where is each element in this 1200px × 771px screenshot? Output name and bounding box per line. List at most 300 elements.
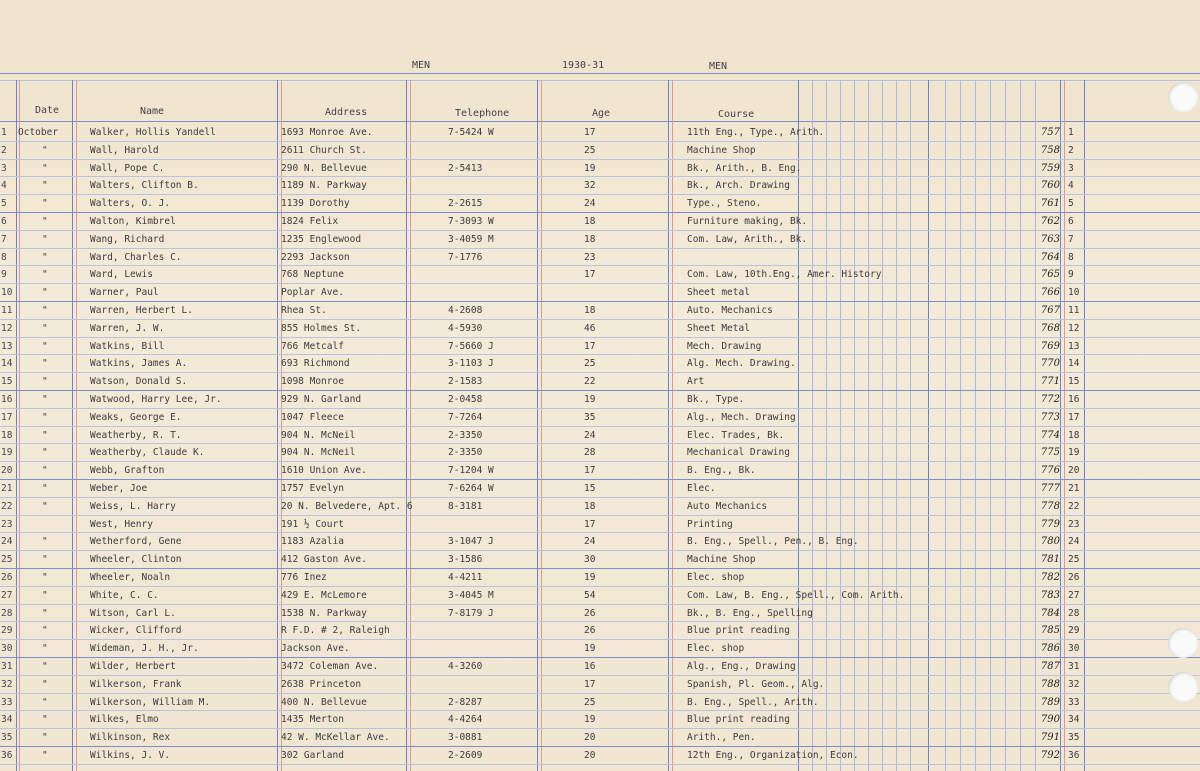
row-date: "	[42, 714, 48, 726]
row-course: Alg., Eng., Drawing	[687, 661, 796, 672]
row-name: Wilkes, Elmo	[90, 714, 159, 726]
col-course-header: Course	[718, 109, 755, 120]
row-age: 24	[584, 536, 596, 548]
ledger-row	[0, 212, 1200, 230]
row-telephone: 7-1776	[448, 251, 483, 263]
row-course: Bk., Type.	[687, 394, 745, 405]
row-age: 17	[584, 678, 596, 690]
row-entry-number: 774	[1040, 429, 1060, 441]
row-address: 2293 Jackson	[281, 251, 350, 263]
row-course: Com. Law, B. Eng., Spell., Com. Arith.	[687, 589, 905, 601]
row-address: 1824 Felix	[281, 216, 339, 227]
row-entry-number: 790	[1040, 714, 1060, 726]
row-right-number: 7	[1068, 233, 1074, 245]
row-telephone: 2-8287	[448, 696, 483, 708]
row-age: 20	[584, 732, 596, 744]
row-address: 290 N. Bellevue	[281, 162, 367, 174]
row-name: Weatherby, R. T.	[90, 429, 182, 441]
row-age: 22	[584, 376, 596, 388]
row-name: West, Henry	[90, 518, 153, 530]
row-right-number: 21	[1068, 483, 1080, 494]
row-name: Wall, Harold	[90, 144, 159, 156]
row-name: Weaks, George E.	[90, 411, 182, 423]
row-entry-number: 780	[1040, 536, 1060, 548]
row-name: White, C. C.	[90, 589, 159, 601]
row-name: Weber, Joe	[90, 483, 148, 494]
row-telephone: 3-1586	[448, 554, 483, 566]
row-course: 12th Eng., Organization, Econ.	[687, 750, 859, 761]
row-address: 693 Richmond	[281, 358, 350, 370]
row-name: Webb, Grafton	[90, 465, 165, 477]
row-date: "	[42, 554, 48, 566]
row-number: 29	[1, 625, 13, 637]
row-date: "	[42, 429, 48, 441]
row-right-number: 16	[1068, 394, 1080, 405]
row-date: "	[42, 661, 48, 672]
row-entry-number: 771	[1040, 376, 1060, 388]
row-entry-number: 769	[1040, 340, 1060, 352]
row-telephone: 2-2615	[448, 198, 483, 210]
row-course: Arith., Pen.	[687, 732, 756, 744]
row-age: 15	[584, 483, 596, 494]
row-date: October	[18, 127, 59, 138]
row-course: Art	[687, 376, 705, 388]
row-right-number: 26	[1068, 572, 1080, 583]
row-telephone: 7-5424 W	[448, 127, 494, 138]
ledger-row	[0, 728, 1200, 746]
row-course: Sheet Metal	[687, 322, 750, 334]
row-age: 19	[584, 162, 596, 174]
row-course: B. Eng., Spell., Arith.	[687, 696, 819, 708]
row-right-number: 24	[1068, 536, 1080, 548]
row-age: 18	[584, 233, 596, 245]
col-address-header: Address	[325, 107, 368, 118]
row-telephone: 8-3181	[448, 500, 483, 512]
row-entry-number: 777	[1040, 483, 1060, 494]
row-course: B. Eng., Bk.	[687, 465, 756, 477]
row-right-number: 33	[1068, 696, 1080, 708]
col-name-header: Name	[140, 106, 165, 117]
ledger-row	[0, 248, 1200, 266]
row-number: 13	[1, 340, 13, 352]
row-course: Mechanical Drawing	[687, 447, 790, 459]
row-entry-number: 787	[1040, 661, 1060, 672]
row-name: Warren, Herbert L.	[90, 305, 193, 316]
row-number: 25	[1, 554, 13, 566]
row-number: 27	[1, 589, 13, 601]
row-address: 1098 Monroe	[281, 376, 344, 388]
row-address: 1183 Azalia	[281, 536, 344, 548]
row-course: Spanish, Pl. Geom., Alg.	[687, 678, 825, 690]
row-course: Mech. Drawing	[687, 340, 762, 352]
row-address: 1435 Merton	[281, 714, 344, 726]
row-date: "	[42, 607, 48, 619]
row-date: "	[42, 483, 48, 494]
row-age: 17	[584, 340, 596, 352]
ledger-row	[0, 337, 1200, 355]
row-name: Wilkinson, Rex	[90, 732, 171, 744]
ledger-row	[0, 532, 1200, 550]
ledger-row	[0, 675, 1200, 693]
ledger-row	[0, 515, 1200, 533]
row-date: "	[42, 678, 48, 690]
row-right-number: 3	[1068, 162, 1074, 174]
row-name: Wilkerson, William M.	[90, 696, 211, 708]
row-date: "	[42, 732, 48, 744]
row-address: 1139 Dorothy	[281, 198, 350, 210]
row-date: "	[42, 340, 48, 352]
row-name: Watson, Donald S.	[90, 376, 188, 388]
row-entry-number: 758	[1040, 144, 1060, 156]
row-number: 7	[1, 233, 7, 245]
row-right-number: 12	[1068, 322, 1080, 334]
row-right-number: 4	[1068, 180, 1074, 192]
row-name: Walters, Clifton B.	[90, 180, 199, 192]
row-age: 18	[584, 216, 596, 227]
row-name: Wilder, Herbert	[90, 661, 176, 672]
row-right-number: 19	[1068, 447, 1080, 459]
row-name: Wheeler, Noaln	[90, 572, 171, 583]
row-name: Ward, Lewis	[90, 269, 153, 281]
row-address: 1693 Monroe Ave.	[281, 127, 373, 138]
row-name: Wall, Pope C.	[90, 162, 165, 174]
binder-hole	[1168, 628, 1198, 658]
row-right-number: 11	[1068, 305, 1080, 316]
row-number: 32	[1, 678, 13, 690]
col-date-header: Date	[35, 105, 60, 116]
row-name: Wilkins, J. V.	[90, 750, 171, 761]
row-date: "	[42, 287, 48, 299]
row-address: 855 Holmes St.	[281, 322, 362, 334]
row-address: 1610 Union Ave.	[281, 465, 367, 477]
row-age: 24	[584, 429, 596, 441]
row-date: "	[42, 180, 48, 192]
row-entry-number: 763	[1040, 233, 1060, 245]
row-right-number: 14	[1068, 358, 1080, 370]
row-right-number: 35	[1068, 732, 1080, 744]
row-course: Bk., Arith., B. Eng.	[687, 162, 802, 174]
row-right-number: 18	[1068, 429, 1080, 441]
row-age: 16	[584, 661, 596, 672]
top-rule	[0, 73, 1200, 74]
row-course: Elec. shop	[687, 572, 745, 583]
row-course: Com. Law, 10th.Eng., Amer. History	[687, 269, 882, 281]
row-right-number: 15	[1068, 376, 1080, 388]
row-right-number: 23	[1068, 518, 1080, 530]
row-age: 20	[584, 750, 596, 761]
row-number: 35	[1, 732, 13, 744]
ledger-row	[0, 479, 1200, 497]
row-number: 36	[1, 750, 13, 761]
row-number: 34	[1, 714, 13, 726]
row-name: Wilkerson, Frank	[90, 678, 182, 690]
row-number: 33	[1, 696, 13, 708]
ledger-row	[0, 159, 1200, 177]
row-age: 25	[584, 358, 596, 370]
row-entry-number: 786	[1040, 643, 1060, 655]
row-right-number: 28	[1068, 607, 1080, 619]
row-address: 1757 Evelyn	[281, 483, 344, 494]
row-course: Auto Mechanics	[687, 500, 768, 512]
row-name: Walton, Kimbrel	[90, 216, 176, 227]
row-telephone: 2-0458	[448, 394, 483, 405]
row-right-number: 1	[1068, 127, 1074, 138]
row-number: 30	[1, 643, 13, 655]
ledger-row	[0, 710, 1200, 728]
ledger-row	[0, 301, 1200, 319]
row-number: 15	[1, 376, 13, 388]
row-number: 9	[1, 269, 7, 281]
row-right-number: 30	[1068, 643, 1080, 655]
row-course: Elec. Trades, Bk.	[687, 429, 785, 441]
row-address: Rhea St.	[281, 305, 327, 316]
row-telephone: 7-5660 J	[448, 340, 494, 352]
row-course: Sheet metal	[687, 287, 750, 299]
row-telephone: 3-1103 J	[448, 358, 494, 370]
row-address: 191 ½ Court	[281, 518, 344, 530]
row-date: "	[42, 536, 48, 548]
row-right-number: 29	[1068, 625, 1080, 637]
row-course: Alg., Mech. Drawing	[687, 411, 796, 423]
row-name: Wetherford, Gene	[90, 536, 182, 548]
row-telephone: 7-1204 W	[448, 465, 494, 477]
ledger-row	[0, 550, 1200, 568]
col-telephone-header: Telephone	[455, 108, 510, 119]
row-number: 19	[1, 447, 13, 459]
ledger-row	[0, 194, 1200, 212]
row-entry-number: 766	[1040, 287, 1060, 299]
row-address: 2638 Princeton	[281, 678, 362, 690]
row-name: Watkins, James A.	[90, 358, 188, 370]
row-age: 19	[584, 714, 596, 726]
row-entry-number: 779	[1040, 518, 1060, 530]
row-address: 766 Metcalf	[281, 340, 344, 352]
row-course: Machine Shop	[687, 554, 756, 566]
row-right-number: 17	[1068, 411, 1080, 423]
ledger-row	[0, 461, 1200, 479]
row-course: Furniture making, Bk.	[687, 216, 808, 227]
row-age: 25	[584, 696, 596, 708]
row-right-number: 10	[1068, 287, 1080, 299]
ledger-row	[0, 265, 1200, 283]
row-course: Auto. Mechanics	[687, 305, 773, 316]
col-age-header: Age	[592, 108, 611, 119]
row-right-number: 34	[1068, 714, 1080, 726]
ledger-row	[0, 354, 1200, 372]
row-age: 17	[584, 127, 596, 138]
row-name: Walker, Hollis Yandell	[90, 127, 216, 138]
row-date: "	[42, 305, 48, 316]
row-age: 28	[584, 447, 596, 459]
row-telephone: 2-5413	[448, 162, 483, 174]
row-telephone: 4-2608	[448, 305, 483, 316]
row-address: 42 W. McKellar Ave.	[281, 732, 390, 744]
row-number: 21	[1, 483, 13, 494]
row-right-number: 13	[1068, 340, 1080, 352]
row-date: "	[42, 411, 48, 423]
row-entry-number: 765	[1040, 269, 1060, 281]
row-address: 400 N. Bellevue	[281, 696, 367, 708]
row-address: Jackson Ave.	[281, 643, 350, 655]
row-age: 18	[584, 305, 596, 316]
row-name: Wicker, Clifford	[90, 625, 182, 637]
row-date: "	[42, 589, 48, 601]
row-age: 19	[584, 572, 596, 583]
header-center: 1930-31	[562, 60, 605, 71]
row-right-number: 2	[1068, 144, 1074, 156]
ledger-row	[0, 443, 1200, 461]
row-telephone: 4-4264	[448, 714, 483, 726]
ledger-row	[0, 568, 1200, 586]
row-number: 3	[1, 162, 7, 174]
row-number: 5	[1, 198, 7, 210]
row-number: 20	[1, 465, 13, 477]
row-entry-number: 772	[1040, 394, 1060, 405]
row-number: 23	[1, 518, 13, 530]
row-name: Wideman, J. H., Jr.	[90, 643, 199, 655]
ledger-row	[0, 426, 1200, 444]
row-number: 28	[1, 607, 13, 619]
row-age: 26	[584, 607, 596, 619]
row-number: 17	[1, 411, 13, 423]
row-address: 1538 N. Parkway	[281, 607, 367, 619]
ledger-row	[0, 319, 1200, 337]
row-right-number: 36	[1068, 750, 1080, 761]
row-address: 776 Inez	[281, 572, 327, 583]
row-telephone: 3-1047 J	[448, 536, 494, 548]
ledger-row	[0, 621, 1200, 639]
row-address: 929 N. Garland	[281, 394, 362, 405]
row-entry-number: 768	[1040, 322, 1060, 334]
row-entry-number: 773	[1040, 411, 1060, 423]
row-number: 31	[1, 661, 13, 672]
row-telephone: 7-7264	[448, 411, 483, 423]
row-number: 2	[1, 144, 7, 156]
binder-hole	[1168, 672, 1198, 702]
row-number: 14	[1, 358, 13, 370]
row-address: 1189 N. Parkway	[281, 180, 367, 192]
row-number: 16	[1, 394, 13, 405]
row-course: Blue print reading	[687, 714, 790, 726]
row-course: Alg. Mech. Drawing.	[687, 358, 796, 370]
row-course: Elec.	[687, 483, 716, 494]
row-age: 32	[584, 180, 596, 192]
row-age: 54	[584, 589, 596, 601]
row-date: "	[42, 376, 48, 388]
row-date: "	[42, 696, 48, 708]
row-rule	[0, 764, 1200, 765]
ledger-row	[0, 176, 1200, 194]
row-date: "	[42, 447, 48, 459]
row-telephone: 3-4059 M	[448, 233, 494, 245]
row-course: Bk., B. Eng., Spelling	[687, 607, 813, 619]
row-entry-number: 785	[1040, 625, 1060, 637]
row-number: 18	[1, 429, 13, 441]
row-name: Watkins, Bill	[90, 340, 165, 352]
row-telephone: 2-3350	[448, 429, 483, 441]
row-number: 11	[1, 305, 13, 316]
row-course: Blue print reading	[687, 625, 790, 637]
row-entry-number: 789	[1040, 696, 1060, 708]
row-name: Warren, J. W.	[90, 322, 165, 334]
row-age: 26	[584, 625, 596, 637]
row-telephone: 3-4045 M	[448, 589, 494, 601]
ledger-row	[0, 639, 1200, 657]
row-name: Wang, Richard	[90, 233, 165, 245]
row-number: 26	[1, 572, 13, 583]
row-address: 904 N. McNeil	[281, 447, 356, 459]
row-name: Weiss, L. Harry	[90, 500, 176, 512]
row-age: 46	[584, 322, 596, 334]
row-right-number: 20	[1068, 465, 1080, 477]
row-address: 904 N. McNeil	[281, 429, 356, 441]
row-date: "	[42, 750, 48, 761]
row-telephone: 4-5930	[448, 322, 483, 334]
row-entry-number: 782	[1040, 572, 1060, 583]
row-age: 19	[584, 643, 596, 655]
row-date: "	[42, 216, 48, 227]
row-entry-number: 760	[1040, 180, 1060, 192]
row-entry-number: 776	[1040, 465, 1060, 477]
row-course: Type., Steno.	[687, 198, 762, 210]
header-left: MEN	[412, 60, 431, 71]
row-number: 8	[1, 251, 7, 263]
row-course: Elec. shop	[687, 643, 745, 655]
row-right-number: 5	[1068, 198, 1074, 210]
row-number: 1	[1, 127, 7, 138]
row-date: "	[42, 643, 48, 655]
row-right-number: 25	[1068, 554, 1080, 566]
row-address: 1047 Fleece	[281, 411, 344, 423]
row-entry-number: 764	[1040, 251, 1060, 263]
row-course: Com. Law, Arith., Bk.	[687, 233, 808, 245]
row-entry-number: 767	[1040, 305, 1060, 316]
row-date: "	[42, 233, 48, 245]
row-date: "	[42, 625, 48, 637]
ledger-row	[0, 657, 1200, 675]
row-address: 412 Gaston Ave.	[281, 554, 367, 566]
row-name: Walters, O. J.	[90, 198, 171, 210]
row-number: 12	[1, 322, 13, 334]
row-telephone: 3-0881	[448, 732, 483, 744]
row-date: "	[42, 251, 48, 263]
row-date: "	[42, 322, 48, 334]
row-entry-number: 778	[1040, 500, 1060, 512]
row-address: 768 Neptune	[281, 269, 344, 281]
binder-hole	[1168, 82, 1198, 112]
row-telephone: 2-1583	[448, 376, 483, 388]
row-date: "	[42, 572, 48, 583]
row-telephone: 2-3350	[448, 447, 483, 459]
row-number: 4	[1, 180, 7, 192]
ledger-row	[0, 586, 1200, 604]
row-name: Ward, Charles C.	[90, 251, 182, 263]
row-number: 22	[1, 500, 13, 512]
row-entry-number: 788	[1040, 678, 1060, 690]
row-right-number: 6	[1068, 216, 1074, 227]
row-name: Wheeler, Clinton	[90, 554, 182, 566]
ledger-row	[0, 604, 1200, 622]
row-right-number: 22	[1068, 500, 1080, 512]
ledger-row	[0, 693, 1200, 711]
row-entry-number: 783	[1040, 589, 1060, 601]
row-course: Bk., Arch. Drawing	[687, 180, 790, 192]
row-telephone: 4-4211	[448, 572, 483, 583]
row-address: 3472 Coleman Ave.	[281, 661, 379, 672]
row-address: 429 E. McLemore	[281, 589, 367, 601]
row-entry-number: 761	[1040, 198, 1060, 210]
row-telephone: 7-8179 J	[448, 607, 494, 619]
